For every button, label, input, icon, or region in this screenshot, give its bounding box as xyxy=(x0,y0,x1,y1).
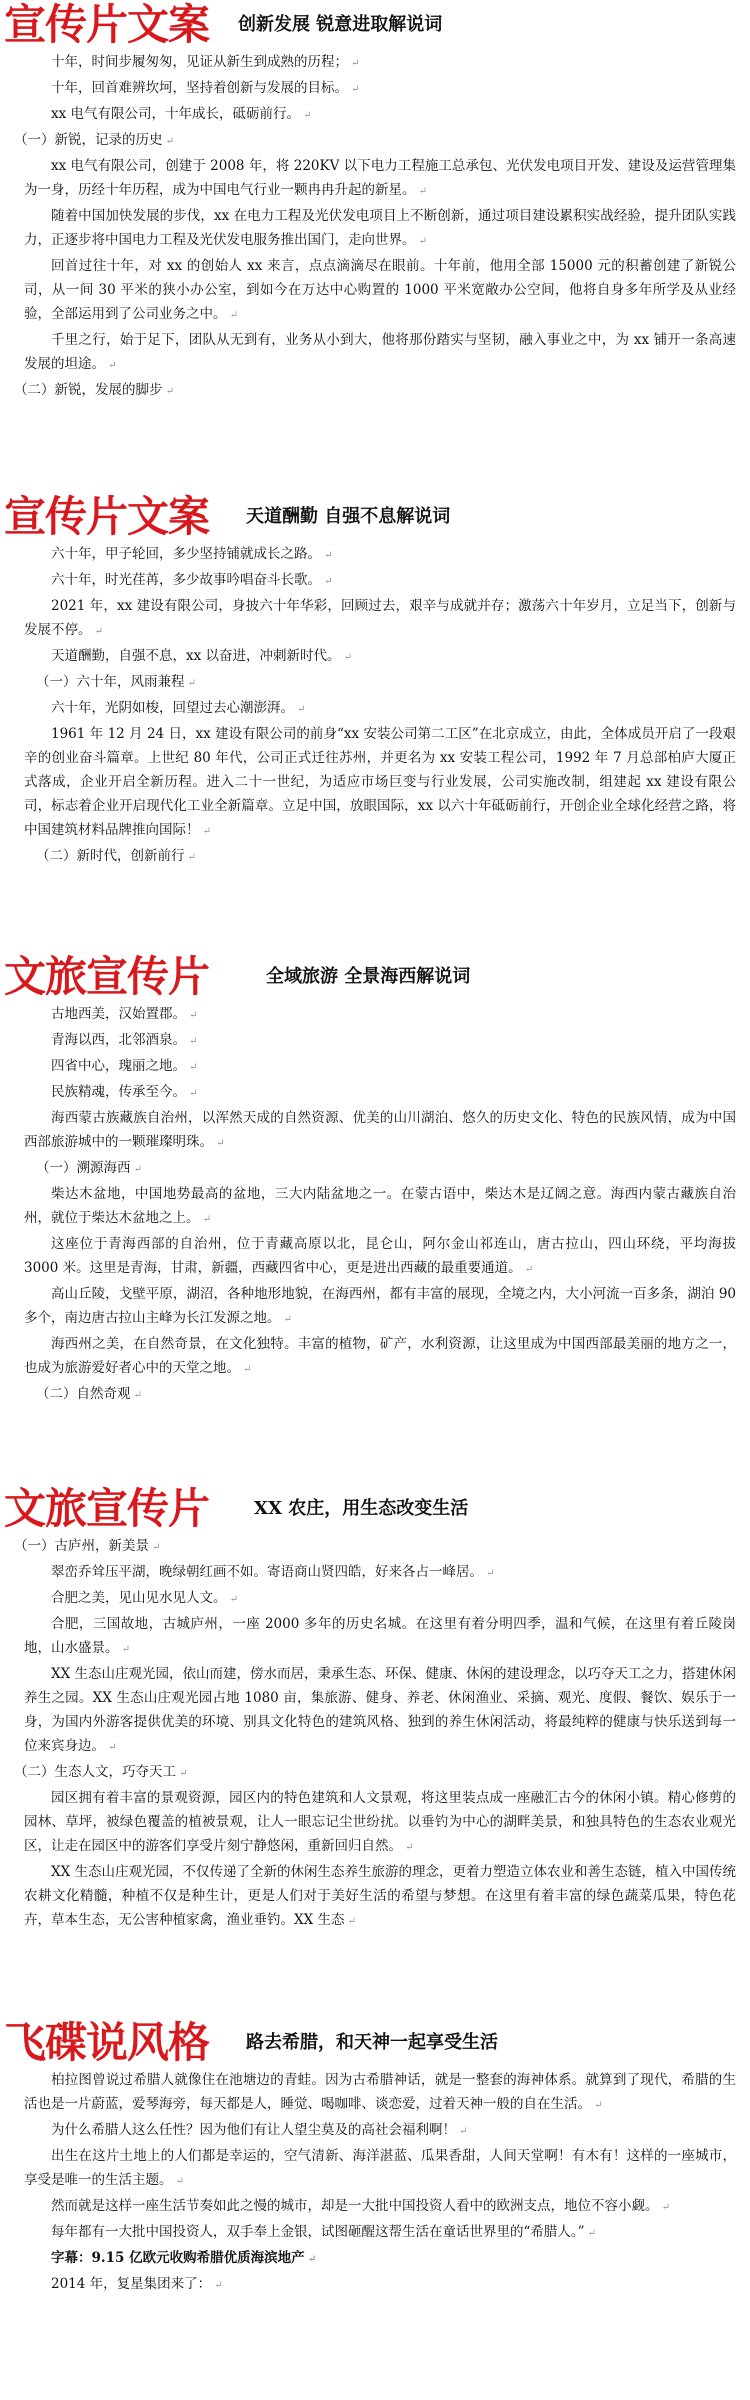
paragraph: 这座位于青海西部的自治州，位于青藏高原以北，昆仑山，阿尔金山祁连山，唐古拉山，四山环绕，平均海拔 3000 米。这里是青海，甘肃，新疆，西藏四省中心，更是进出西藏的最重要通道。 ↵ xyxy=(24,1232,736,1282)
subtitle: 天道酬勤 自强不息解说词 xyxy=(246,506,451,527)
paragraph: 十年，回首难辨坎坷，坚持着创新与发展的目标。 ↵ xyxy=(24,76,736,102)
section-heading xyxy=(0,2018,750,2068)
paragraph: XX 生态山庄观光园，依山而建，傍水而居，秉承生态、环保、健康、休闲的建设理念，以巧夺天工之力，搭建休闲养生之园。XX 生态山庄观光园占地 1080 亩，集旅游、健身、养老、休闲渔业、采摘、观光、度假、餐饮、娱乐于一身，为国内外游客提供优美的环境、别具文化特色的建筑风格、独到的养生休闲活动，将最纯粹的健康与快乐送到每一位来宾身边。 ↵ xyxy=(24,1662,736,1760)
red-title: 文旅宣传片 xyxy=(4,952,210,1001)
red-title: 飞碟说风格 xyxy=(4,2018,210,2067)
caption-line: 字幕：9.15 亿欧元收购希腊优质海滨地产 ↵ xyxy=(24,2246,736,2272)
paragraph: 六十年，甲子轮回，多少坚持铺就成长之路。 ↵ xyxy=(24,542,736,568)
red-title: 文旅宣传片 xyxy=(4,1484,210,1533)
paragraph: 随着中国加快发展的步伐，xx 在电力工程及光伏发电项目上不断创新，通过项目建设累积实战经验，提升团队实践力，正逐步将中国电力工程及光伏发电服务推出国门，走向世界。 ↵ xyxy=(24,204,736,254)
paragraph: 柏拉图曾说过希腊人就像住在池塘边的青蛙。因为古希腊神话，就是一整套的海神体系。就算到了现代，希腊的生活也是一片蔚蓝，爱琴海旁，每天都是人，睡觉、喝咖啡、谈恋爱，过着天神一般的自在生活。 ↵ xyxy=(24,2068,736,2118)
paragraph: 十年，时间步履匆匆，见证从新生到成熟的历程； ↵ xyxy=(24,50,736,76)
paragraph: XX 生态山庄观光园，不仅传递了全新的休闲生态养生旅游的理念，更着力塑造立体农业和善生态链，植入中国传统农耕文化精髓，种植不仅是种生计，更是人们对于美好生活的希望与梦想。在这里有着丰富的绿色蔬菜瓜果，特色花卉，草本生态，无公害种植家禽，渔业垂钓。XX 生态 ↵ xyxy=(24,1860,736,1908)
subheading: （一）溯源海西 ↵ xyxy=(36,1156,736,1182)
section-2 xyxy=(0,492,750,864)
paragraph: 六十年，时光荏苒，多少故事吟唱奋斗长歌。 ↵ xyxy=(24,568,736,594)
paragraph: 翠峦乔耸压平湖，晚绿朝红画不如。寄语商山贤四皓，好来各占一峰居。 ↵ xyxy=(24,1560,736,1586)
paragraph: 四省中心，瑰丽之地。 ↵ xyxy=(24,1054,736,1080)
paragraph: 海西蒙古族藏族自治州，以浑然天成的自然资源、优美的山川湖泊、悠久的历史文化、特色的民族风情，成为中国西部旅游城中的一颗璀璨明珠。 ↵ xyxy=(24,1106,736,1156)
section-3 xyxy=(0,952,750,1402)
subheading: （一）六十年，风雨兼程 ↵ xyxy=(36,670,736,696)
paragraph: 合肥之美，见山见水见人文。 ↵ xyxy=(24,1586,736,1612)
subtitle: 路去希腊，和天神一起享受生活 xyxy=(246,2032,498,2053)
paragraph: 青海以西，北邻酒泉。 ↵ xyxy=(24,1028,736,1054)
paragraph: 高山丘陵，戈壁平原，湖沼，各种地形地貌，在海西州，都有丰富的展现，全境之内，大小河流一百多条，湖泊 90 多个，南边唐古拉山主峰为长江发源之地。 ↵ xyxy=(24,1282,736,1332)
paragraph: xx 电气有限公司，创建于 2008 年，将 220KV 以下电力工程施工总承包、光伏发电项目开发、建设及运营管理集为一身，历经十年历程，成为中国电气行业一颗冉冉升起的新星。 ↵ xyxy=(24,154,736,204)
paragraph: 合肥，三国故地，古城庐州，一座 2000 多年的历史名城。在这里有着分明四季，温和气候，在这里有着丘陵岗地，山水盛景。 ↵ xyxy=(24,1612,736,1662)
red-title: 宣传片文案 xyxy=(4,0,210,49)
paragraph: xx 电气有限公司，十年成长，砥砺前行。 ↵ xyxy=(24,102,736,128)
section-4 xyxy=(0,1484,750,1928)
subheading: （二）自然奇观 ↵ xyxy=(36,1382,736,1408)
red-title: 宣传片文案 xyxy=(4,492,210,541)
subheading: （一）新锐，记录的历史 ↵ xyxy=(14,128,736,154)
section-5 xyxy=(0,2018,750,2292)
paragraph: 2021 年，xx 建设有限公司，身披六十年华彩，回顾过去，艰辛与成就并存；激荡六十年岁月，立足当下，创新与发展不停。 ↵ xyxy=(24,594,736,644)
section-heading xyxy=(0,952,750,1002)
paragraph: 古地西美，汉始置郡。 ↵ xyxy=(24,1002,736,1028)
section-heading xyxy=(0,0,750,50)
paragraph: 园区拥有着丰富的景观资源，园区内的特色建筑和人文景观，将这里装点成一座融汇古今的休闲小镇。精心修剪的园林、草坪，被绿色覆盖的植被景观，让人一眼忘记尘世纷扰。以垂钓为中心的湖畔美景，和独具特色的生态农业观光区，让走在园区中的游客们享受片刻宁静悠闲，重新回归自然。 ↵ xyxy=(24,1786,736,1860)
paragraph: 然而就是这样一座生活节奏如此之慢的城市，却是一大批中国投资人看中的欧洲支点，地位不容小觑。 ↵ xyxy=(24,2194,736,2220)
section-heading xyxy=(0,1484,750,1534)
subtitle: 创新发展 锐意进取解说词 xyxy=(238,14,443,35)
paragraph: 民族精魂，传承至今。 ↵ xyxy=(24,1080,736,1106)
paragraph: 为什么希腊人这么任性？因为他们有让人望尘莫及的高社会福利啊！ ↵ xyxy=(24,2118,736,2144)
subtitle: XX 农庄，用生态改变生活 xyxy=(254,1498,469,1519)
paragraph: 海西州之美，在自然奇景，在文化独特。丰富的植物，矿产，水利资源，让这里成为中国西部最美丽的地方之一，也成为旅游爱好者心中的天堂之地。 ↵ xyxy=(24,1332,736,1382)
section-heading xyxy=(0,492,750,542)
section-1 xyxy=(0,0,750,398)
paragraph: 天道酬勤，自强不息，xx 以奋进，冲刺新时代。 ↵ xyxy=(24,644,736,670)
subheading: （一）古庐州，新美景 ↵ xyxy=(14,1534,736,1560)
subheading: （二）新锐，发展的脚步 ↵ xyxy=(14,378,736,404)
subheading: （二）生态人文，巧夺天工 ↵ xyxy=(14,1760,736,1786)
paragraph: 千里之行，始于足下，团队从无到有，业务从小到大，他将那份踏实与坚韧，融入事业之中，为 xx 铺开一条高速发展的坦途。 ↵ xyxy=(24,328,736,378)
paragraph: 1961 年 12 月 24 日，xx 建设有限公司的前身“xx 安装公司第二工区”在北京成立，由此，全体成员开启了一段艰辛的创业奋斗篇章。上世纪 80 年代，公司正式迁往苏州，并更名为 xx 安装工程公司，1992 年 7 月总部柏庐大厦正式落成，企业开启全新历程。进入二十一世纪，为适应市场巨变与行业发展，公司实施改制，组建起 xx 建设有限公司，标志着企业开启现代化工业全新篇章。立足中国，放眼国际，xx 以六十年砥砺前行，开创企业全球化经营之路，将中国建筑材料品牌推向国际！ ↵ xyxy=(24,722,736,844)
paragraph: 回首过往十年，对 xx 的创始人 xx 来言，点点滴滴尽在眼前。十年前，他用全部 15000 元的积蓄创建了新锐公司，从一间 30 平米的狭小办公室，到如今在万达中心购置的 1000 平米宽敞办公空间，他将自身多年所学及从业经验，全部运用到了公司业务之中。 ↵ xyxy=(24,254,736,328)
subheading: （二）新时代，创新前行 ↵ xyxy=(36,844,736,870)
paragraph: 柴达木盆地，中国地势最高的盆地，三大内陆盆地之一。在蒙古语中，柴达木是辽阔之意。海西内蒙古藏族自治州，就位于柴达木盆地之上。 ↵ xyxy=(24,1182,736,1232)
paragraph: 每年都有一大批中国投资人，双手奉上金银，试图砸醒这帮生活在童话世界里的“希腊人。” ↵ xyxy=(24,2220,736,2246)
paragraph: 六十年，光阴如梭，回望过去心潮澎湃。 ↵ xyxy=(24,696,736,722)
subtitle: 全域旅游 全景海西解说词 xyxy=(266,966,471,987)
paragraph: 2014 年，复星集团来了： ↵ xyxy=(24,2272,736,2298)
paragraph: 出生在这片土地上的人们都是幸运的，空气清新、海洋湛蓝、瓜果香甜，人间天堂啊！有木有！这样的一座城市，享受是唯一的生活主题。 ↵ xyxy=(24,2144,736,2194)
